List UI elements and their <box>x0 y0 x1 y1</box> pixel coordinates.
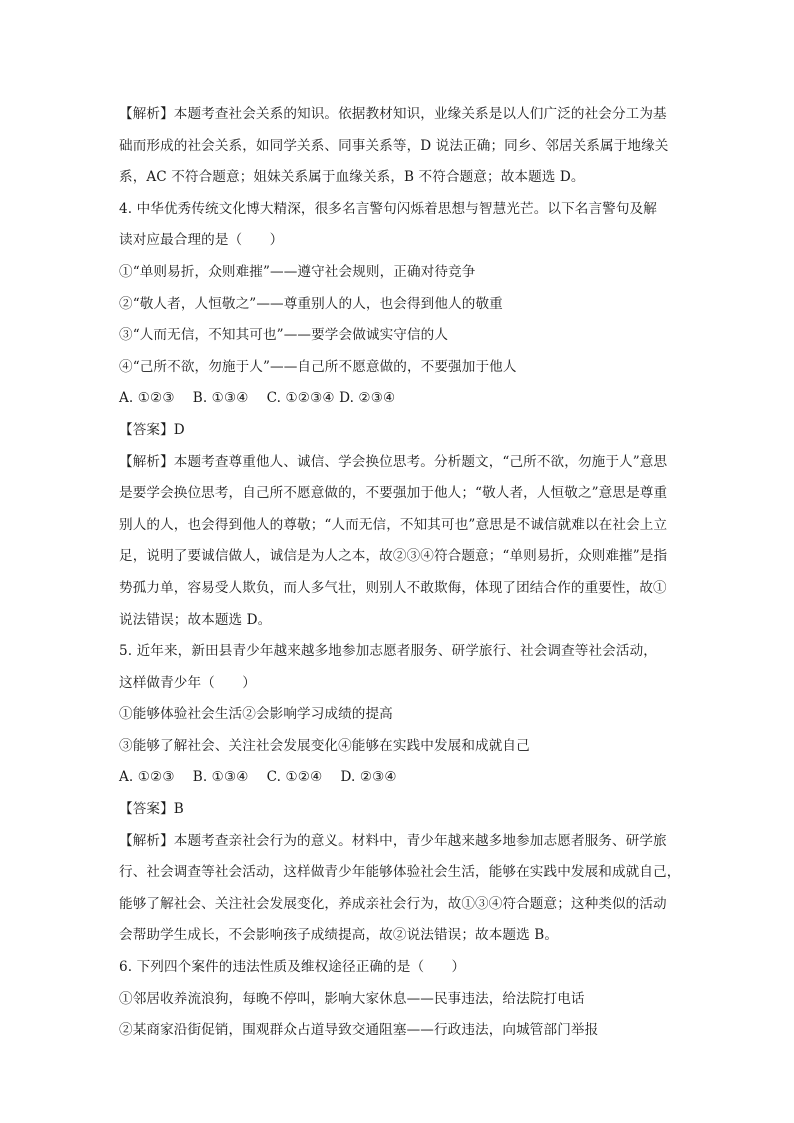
text-line: 势孤力单，容易受人欺负，而人多气壮，则别人不敢欺侮，体现了团结合作的重要性，故① <box>119 579 667 596</box>
text-line: 行、社会调查等社会活动，这样做青少年能够体验社会生活，能够在实践中发展和成就自己， <box>119 864 681 881</box>
text-line: 【解析】本题考查尊重他人、诚信、学会换位思考。分析题文，“己所不欲，勿施于人”意思 <box>119 453 668 470</box>
text-line: A. ①②③ B. ①③④ C. ①②④ D. ②③④ <box>119 769 397 786</box>
text-line: A. ①②③ B. ①③④ C. ①②③④ D. ②③④ <box>119 390 396 407</box>
text-line: 能够了解社会、关注社会发展变化，养成亲社会行为，故①③④符合题意；这种类似的活动 <box>119 895 667 912</box>
text-line: 说法错误；故本题选 D。 <box>119 611 272 628</box>
text-line: 【解析】本题考查社会关系的知识。依据教材知识，业缘关系是以人们广泛的社会分工为基 <box>119 106 667 122</box>
document-body <box>119 99 681 1047</box>
text-line: 【答案】B <box>119 801 184 818</box>
text-line: ③能够了解社会、关注社会发展变化④能够在实践中发展和成就自己 <box>119 737 530 754</box>
text-line: 系，AC 不符合题意；姐妹关系属于血缘关系，B 不符合题意；故本题选 D。 <box>119 169 585 186</box>
text-line: ①“单则易折，众则难摧”——遵守社会规则，正确对待竞争 <box>119 263 476 280</box>
text-line: 础而形成的社会关系，如同学关系、同事关系等，D 说法正确；同乡、邻居关系属于地缘关 <box>119 137 669 154</box>
text-line: 别人的人，也会得到他人的尊敬；“人而无信，不知其可也”意思是不诚信就难以在社会上立 <box>119 516 668 533</box>
text-line: 4. 中华优秀传统文化博大精深，很多名言警句闪烁着思想与智慧光芒。以下名言警句及解 <box>119 200 657 217</box>
text-line: ④“己所不欲，勿施于人”——自己所不愿意做的，不要强加于他人 <box>119 358 517 375</box>
text-line: ③“人而无信，不知其可也”——要学会做诚实守信的人 <box>119 327 449 344</box>
text-line: 读对应最合理的是（ ） <box>119 232 284 249</box>
text-line: 会帮助学生成长，不会影响孩子成绩提高，故②说法错误；故本题选 B。 <box>119 927 559 944</box>
text-line: 足，说明了要诚信做人，诚信是为人之本，故②③④符合题意；“单则易折，众则难摧”是指 <box>119 548 668 565</box>
text-line: ②“敬人者，人恒敬之”——尊重别人的人，也会得到他人的敬重 <box>119 295 503 312</box>
text-line: ②某商家沿街促销，围观群众占道导致交通阻塞——行政违法，向城管部门举报 <box>119 1022 599 1039</box>
text-line: ①能够体验社会生活②会影响学习成绩的提高 <box>119 706 393 723</box>
text-line: 【答案】D <box>119 421 185 438</box>
text-line: 6. 下列四个案件的违法性质及维权途径正确的是（ ） <box>119 959 466 976</box>
text-line: 是要学会换位思考，自己所不愿意做的，不要强加于他人；“敬人者，人恒敬之”意思是尊重 <box>119 485 668 502</box>
text-line: 这样做青少年（ ） <box>119 674 256 691</box>
text-line: 【解析】本题考查亲社会行为的意义。材料中，青少年越来越多地参加志愿者服务、研学旅 <box>119 832 667 849</box>
text-line: 5. 近年来，新田县青少年越来越多地参加志愿者服务、研学旅行、社会调查等社会活动， <box>119 643 657 660</box>
text-line: ①邻居收养流浪狗，每晚不停叫，影响大家休息——民事违法，给法院打电话 <box>119 990 585 1007</box>
